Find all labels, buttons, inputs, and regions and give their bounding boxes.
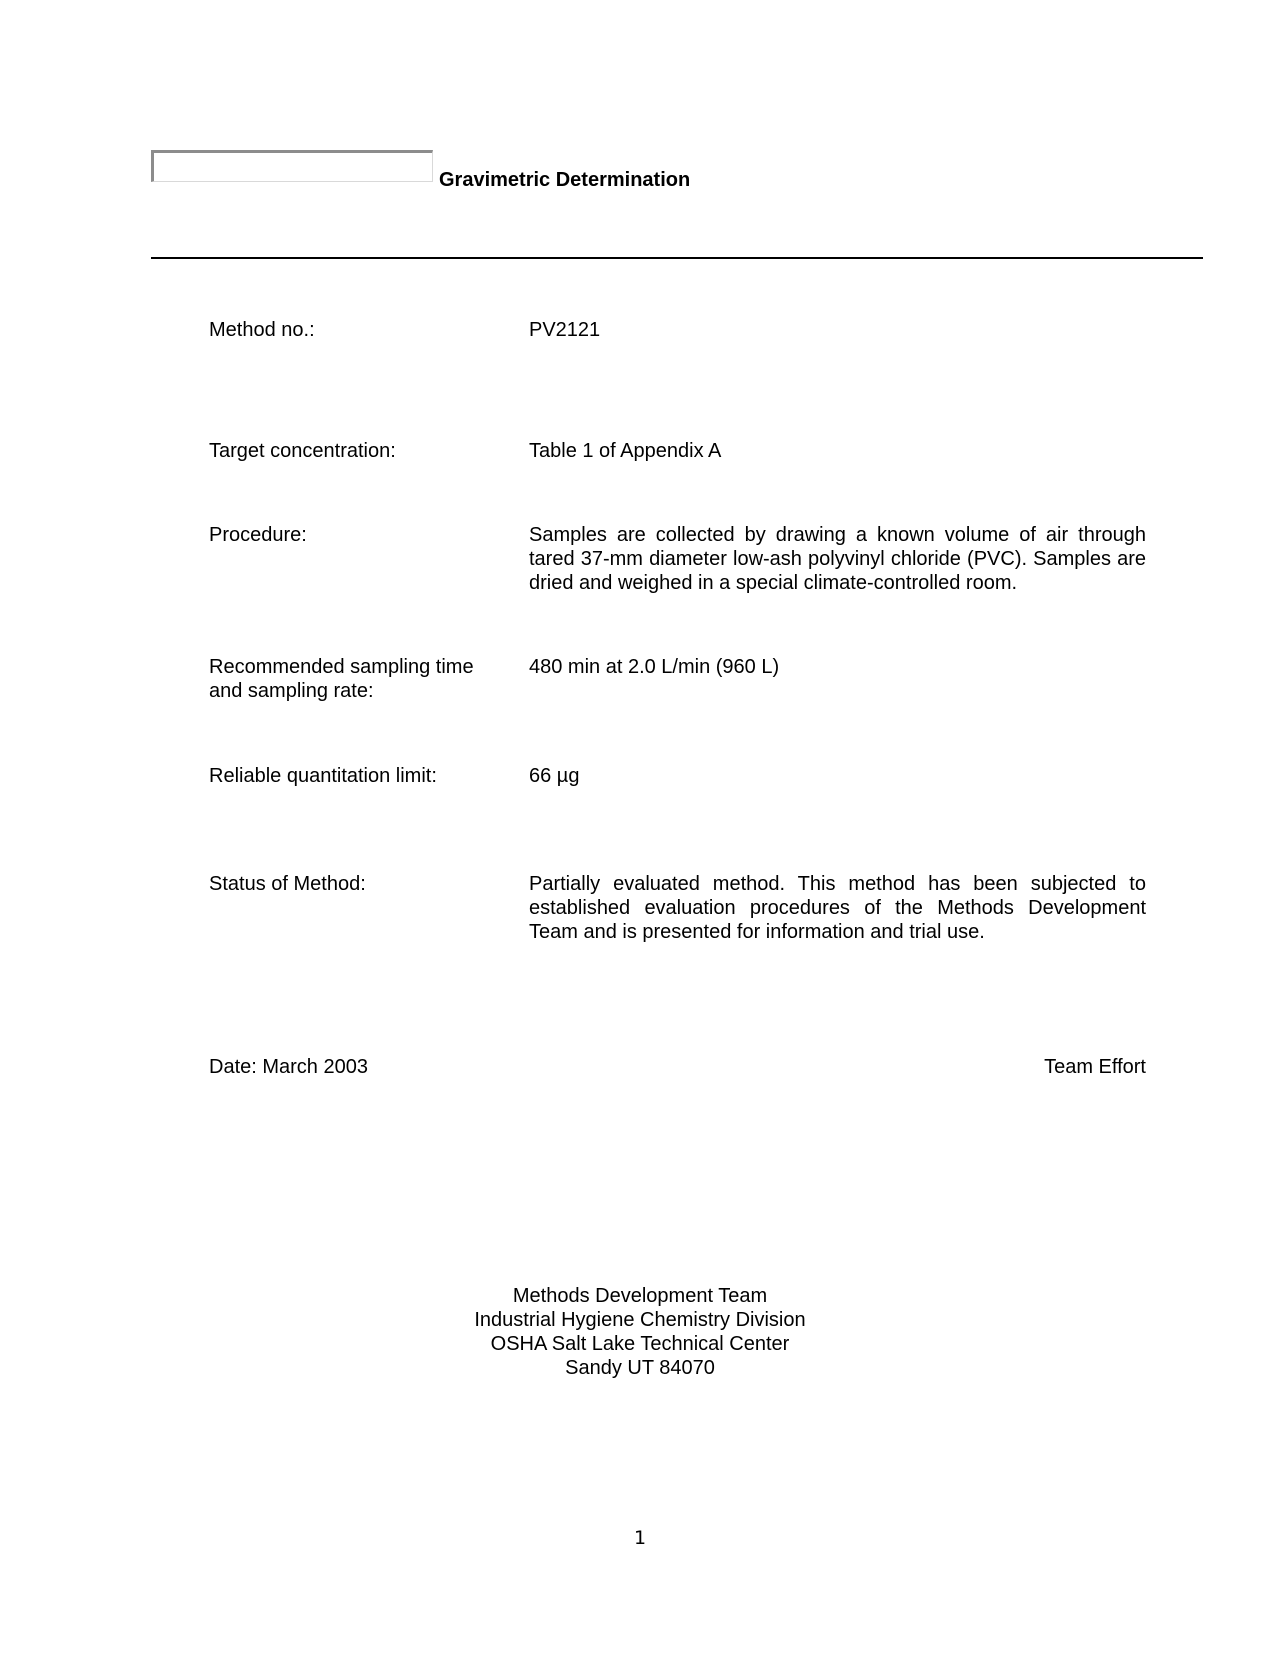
field-label-method-no: Method no.: <box>209 319 315 341</box>
author-text: Team Effort <box>1044 1056 1146 1078</box>
document-title: Gravimetric Determination <box>439 169 691 191</box>
field-value-sampling-time: 480 min at 2.0 L/min (960 L) <box>529 656 780 678</box>
address-line: Sandy UT 84070 <box>565 1357 715 1379</box>
field-label-procedure: Procedure: <box>209 524 307 546</box>
field-label-status: Status of Method: <box>209 873 366 895</box>
field-label-target-concentration: Target concentration: <box>209 440 396 462</box>
field-value-status: Partially evaluated method. This method has been subjected to established evaluation procedures of the Methods Development Team and is presented for information and trial use. <box>529 873 1146 943</box>
address-block <box>0 1284 1280 1380</box>
field-value-quantitation-limit: 66 µg <box>529 765 580 787</box>
address-line: Industrial Hygiene Chemistry Division <box>474 1309 806 1331</box>
header-image-placeholder <box>151 150 433 182</box>
field-value-procedure: Samples are collected by drawing a known volume of air through tared 37-mm diameter low-ash polyvinyl chloride (PVC). Samples are dried and weighed in a special climate-controlled room. <box>529 524 1146 594</box>
address-line: Methods Development Team <box>512 1285 768 1307</box>
page-number: 1 <box>633 1527 647 1549</box>
field-value-target-concentration: Table 1 of Appendix A <box>529 440 722 462</box>
date-text: Date: March 2003 <box>209 1056 368 1078</box>
address-line: OSHA Salt Lake Technical Center <box>490 1333 790 1355</box>
horizontal-divider <box>151 257 1203 259</box>
field-label-sampling-time: Recommended sampling time and sampling rate: <box>209 656 474 702</box>
field-value-method-no: PV2121 <box>529 319 601 341</box>
field-label-quantitation-limit: Reliable quantitation limit: <box>209 765 437 787</box>
